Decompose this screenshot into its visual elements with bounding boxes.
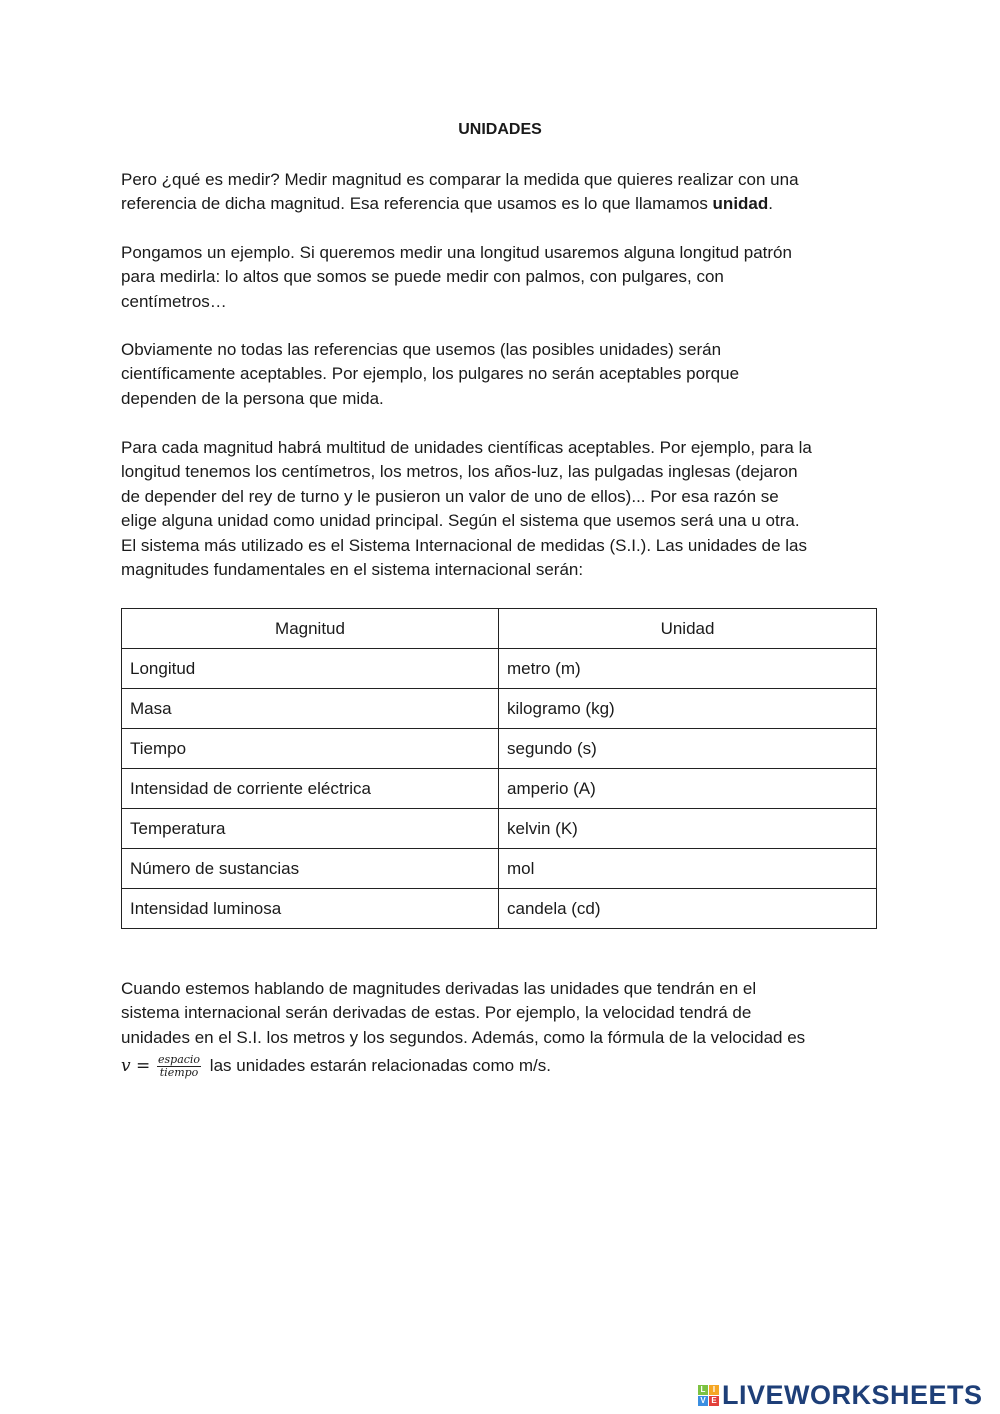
text-span: referencia de dicha magnitud. Esa referencia que usamos es lo que llamamos [121,194,713,214]
text-line: elige alguna unidad como unidad principal. Según el sistema que usemos será una u otra. [121,511,800,531]
table-cell: Temperatura [122,809,499,849]
text-line: centímetros… [121,291,227,311]
paragraph-example [121,241,901,314]
table-cell: amperio (A) [499,769,877,809]
paragraph-intro [121,168,901,217]
logo-block: V [698,1396,708,1406]
table-cell: Número de sustancias [122,849,499,889]
text-line: longitud tenemos los centímetros, los metros, los años-luz, las pulgadas inglesas (dejaron [121,462,798,482]
text-line: dependen de la persona que mida. [121,388,384,408]
text-line [121,192,901,216]
table-cell: candela (cd) [499,889,877,929]
table-cell: mol [499,849,877,889]
table-cell: Intensidad de corriente eléctrica [122,769,499,809]
table-row [122,729,877,769]
formula-fraction [157,1054,201,1079]
denominator: tiempo [159,1066,199,1080]
text-line: Para cada magnitud habrá multitud de unidades científicas aceptables. Por ejemplo, para la [121,438,812,457]
table-cell: Masa [122,689,499,729]
table-cell: segundo (s) [499,729,877,769]
table-cell: Tiempo [122,729,499,769]
text-line: Cuando estemos hablando de magnitudes derivadas las unidades que tendrán en el [121,979,757,998]
text-span: las unidades estarán relacionadas como m/s. [209,1056,551,1076]
paragraph-derived [121,977,901,1079]
table-row [122,769,877,809]
table-header-row [122,609,877,649]
bold-term: unidad [712,194,769,214]
table-cell: metro (m) [499,649,877,689]
column-header: Unidad [499,609,877,649]
table-row [122,889,877,929]
text-line: científicamente aceptables. Por ejemplo, los pulgares no serán aceptables porque [121,364,740,384]
formula-line [121,1054,901,1079]
numerator: espacio [158,1053,201,1067]
text-line: unidades en el S.I. los metros y los segundos. Además, como la fórmula de la velocidad es [121,1027,806,1047]
text-line: Obviamente no todas las referencias que usemos (las posibles unidades) serán [121,340,722,359]
table-cell: kelvin (K) [499,809,877,849]
text-line: El sistema más utilizado es el Sistema Internacional de medidas (S.I.). Las unidades de las [121,535,808,555]
liveworksheets-logo [698,1380,983,1411]
text-line: Pero ¿qué es medir? Medir magnitud es comparar la medida que quieres realizar con una [121,170,799,189]
table-row [122,689,877,729]
text-line: para medirla: lo altos que somos se puede medir con palmos, con pulgares, con [121,267,724,287]
column-header: Magnitud [122,609,499,649]
table-row [122,809,877,849]
text-line: sistema internacional serán derivadas de estas. Por ejemplo, la velocidad tendrá de [121,1003,752,1023]
paragraph-scientific [121,338,901,411]
paragraph-si [121,436,901,582]
logo-block: L [698,1385,708,1395]
text-span: . [768,194,773,214]
formula-lhs: v = [121,1056,151,1077]
table-cell: Intensidad luminosa [122,889,499,929]
table-cell: kilogramo (kg) [499,689,877,729]
logo-block: E [709,1396,719,1406]
table-row [122,849,877,889]
text-line: de depender del rey de turno y le pusieron un valor de uno de ellos)... Por esa razón se [121,486,779,506]
logo-blocks-icon [698,1385,719,1406]
table-row [122,649,877,689]
logo-text: LIVEWORKSHEETS [722,1380,983,1410]
units-table [121,608,877,929]
text-line: magnitudes fundamentales en el sistema internacional serán: [121,560,584,580]
logo-block: I [709,1385,719,1395]
page-title: UNIDADES [458,121,542,138]
table-cell: Longitud [122,649,499,689]
text-line: Pongamos un ejemplo. Si queremos medir una longitud usaremos alguna longitud patrón [121,243,792,262]
